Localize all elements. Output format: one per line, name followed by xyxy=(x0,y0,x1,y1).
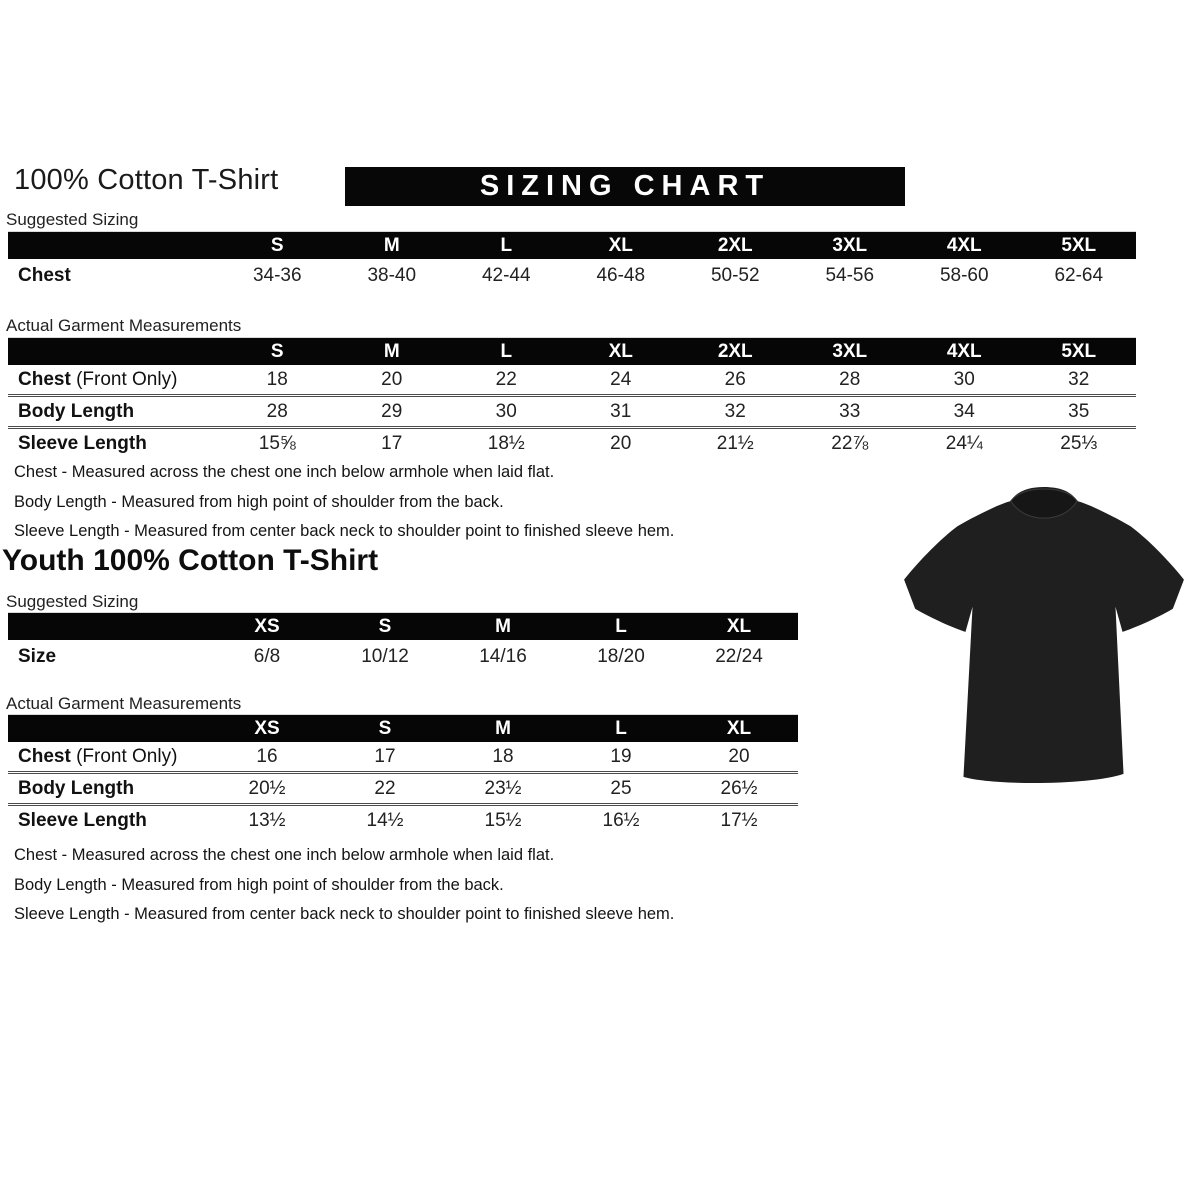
size-column-header: S xyxy=(270,235,284,256)
size-column-header: M xyxy=(495,616,511,637)
size-column-header: 4XL xyxy=(946,341,982,362)
sizing-chart-banner xyxy=(345,167,905,206)
measurement-value: 19 xyxy=(610,745,632,767)
measurement-value: 14½ xyxy=(366,809,404,831)
size-column-header: S xyxy=(270,341,284,362)
table-header-row xyxy=(8,338,1136,365)
measurement-value: 33 xyxy=(839,400,861,422)
measurement-value: 22⅞ xyxy=(831,432,869,454)
measurement-value: 30 xyxy=(953,368,975,390)
measurement-value: 28 xyxy=(839,368,861,390)
measurement-value: 54-56 xyxy=(825,265,875,286)
measurement-value: 28 xyxy=(266,400,288,422)
size-column-header: S xyxy=(378,718,392,739)
size-column-header: XL xyxy=(726,718,752,739)
size-column-header: S xyxy=(378,616,392,637)
row-label: Body Length xyxy=(18,777,135,799)
row-label: Sleeve Length xyxy=(18,432,147,454)
row-label: Chest xyxy=(18,265,71,286)
adult-suggested-sizing-label: Suggested Sizing xyxy=(6,210,139,229)
row-label: Chest (Front Only) xyxy=(18,368,178,390)
sizing-chart-banner-text: SIZING CHART xyxy=(479,170,771,202)
size-column-header: M xyxy=(383,341,400,362)
adult-actual-measurements-label: Actual Garment Measurements xyxy=(6,316,242,335)
measurement-value: 23½ xyxy=(484,777,522,799)
size-column-header: XL xyxy=(608,341,633,362)
table-row xyxy=(8,426,1136,458)
adult-actual-measurements-table xyxy=(8,337,1136,458)
page-title: 100% Cotton T-Shirt xyxy=(14,164,279,196)
measurement-value: 29 xyxy=(381,400,403,422)
row-label: Chest (Front Only) xyxy=(18,745,178,767)
size-column-header: L xyxy=(615,718,627,739)
size-column-header: L xyxy=(615,616,627,637)
note-sleeve-length: Sleeve Length - Measured from center back neck to shoulder point to finished sleeve hem. xyxy=(14,522,675,540)
size-column-header: L xyxy=(500,235,513,256)
table-header-row xyxy=(8,715,798,742)
table-row xyxy=(8,771,798,803)
measurement-value: 20 xyxy=(610,432,632,454)
size-column-header: M xyxy=(495,718,511,739)
measurement-value: 18½ xyxy=(487,432,525,454)
size-column-header: XL xyxy=(726,616,752,637)
size-column-header: 5XL xyxy=(1061,235,1097,256)
youth-suggested-sizing-label: Suggested Sizing xyxy=(6,592,139,611)
measurement-value: 6/8 xyxy=(253,646,281,667)
size-column-header: M xyxy=(383,235,400,256)
measurement-value: 17½ xyxy=(720,809,758,831)
size-column-header: 5XL xyxy=(1061,341,1097,362)
measurement-value: 26 xyxy=(724,368,746,390)
note-body-length: Body Length - Measured from high point of shoulder from the back. xyxy=(14,875,504,894)
measurement-value: 13½ xyxy=(248,809,286,831)
tshirt-silhouette xyxy=(904,487,1184,783)
adult-suggested-sizing-table xyxy=(8,231,1136,293)
row-label: Sleeve Length xyxy=(18,809,147,831)
row-label: Body Length xyxy=(18,400,135,422)
measurement-value: 24¼ xyxy=(945,432,983,454)
row-label: Size xyxy=(18,646,57,667)
youth-actual-measurements-table xyxy=(8,714,798,835)
measurement-value: 20½ xyxy=(248,777,286,799)
measurement-value: 18/20 xyxy=(597,646,645,667)
table-row xyxy=(8,259,1136,293)
size-column-header: 3XL xyxy=(832,235,868,256)
size-column-header: XL xyxy=(608,235,633,256)
measurement-value: 31 xyxy=(610,400,632,422)
measurement-value: 15⅝ xyxy=(258,432,296,454)
table-row xyxy=(8,640,798,674)
measurement-value: 46-48 xyxy=(596,265,646,286)
measurement-value: 16½ xyxy=(602,809,640,831)
measurement-value: 26½ xyxy=(720,777,758,799)
size-column-header: L xyxy=(500,341,513,362)
youth-measurement-notes xyxy=(14,841,674,930)
measurement-value: 24 xyxy=(610,368,632,390)
table-row xyxy=(8,394,1136,426)
note-body-length: Body Length - Measured from high point of shoulder from the back. xyxy=(14,492,504,511)
table-row xyxy=(8,365,1136,394)
measurement-value: 20 xyxy=(381,368,403,390)
measurement-value: 35 xyxy=(1068,400,1090,422)
measurement-value: 62-64 xyxy=(1054,265,1104,286)
measurement-value: 32 xyxy=(724,400,746,422)
measurement-value: 38-40 xyxy=(367,265,417,286)
size-column-header: XS xyxy=(254,616,280,637)
table-header-row xyxy=(8,232,1136,259)
measurement-value: 22/24 xyxy=(715,646,763,667)
measurement-value: 16 xyxy=(256,745,278,767)
table-row xyxy=(8,803,798,835)
measurement-value: 22 xyxy=(374,777,396,799)
adult-measurement-notes xyxy=(14,458,674,547)
note-sleeve-length: Sleeve Length - Measured from center back neck to shoulder point to finished sleeve hem. xyxy=(14,905,675,923)
youth-actual-measurements-label: Actual Garment Measurements xyxy=(6,694,242,713)
size-column-header: 2XL xyxy=(717,235,753,256)
tshirt-image xyxy=(893,480,1195,810)
measurement-value: 34-36 xyxy=(252,265,302,286)
measurement-value: 15½ xyxy=(484,809,522,831)
measurement-value: 30 xyxy=(495,400,517,422)
youth-suggested-sizing-table xyxy=(8,612,798,674)
youth-title: Youth 100% Cotton T-Shirt xyxy=(2,544,379,577)
size-column-header: XS xyxy=(254,718,280,739)
measurement-value: 18 xyxy=(492,745,514,767)
size-column-header: 2XL xyxy=(717,341,753,362)
measurement-value: 22 xyxy=(495,368,517,390)
measurement-value: 42-44 xyxy=(481,265,531,286)
note-chest: Chest - Measured across the chest one inch below armhole when laid flat. xyxy=(14,846,555,864)
measurement-value: 25⅓ xyxy=(1060,432,1098,454)
measurement-value: 58-60 xyxy=(939,265,989,286)
measurement-value: 21½ xyxy=(716,432,754,454)
note-chest: Chest - Measured across the chest one inch below armhole when laid flat. xyxy=(14,463,555,481)
measurement-value: 10/12 xyxy=(361,646,409,667)
measurement-value: 17 xyxy=(381,432,403,454)
measurement-value: 50-52 xyxy=(710,265,760,286)
measurement-value: 14/16 xyxy=(479,646,527,667)
measurement-value: 32 xyxy=(1068,368,1090,390)
measurement-value: 20 xyxy=(728,745,750,767)
table-header-row xyxy=(8,613,798,640)
size-column-header: 3XL xyxy=(832,341,868,362)
measurement-value: 34 xyxy=(953,400,975,422)
measurement-value: 25 xyxy=(610,777,632,799)
table-row xyxy=(8,742,798,771)
measurement-value: 18 xyxy=(266,368,288,390)
measurement-value: 17 xyxy=(374,745,396,767)
size-column-header: 4XL xyxy=(946,235,982,256)
